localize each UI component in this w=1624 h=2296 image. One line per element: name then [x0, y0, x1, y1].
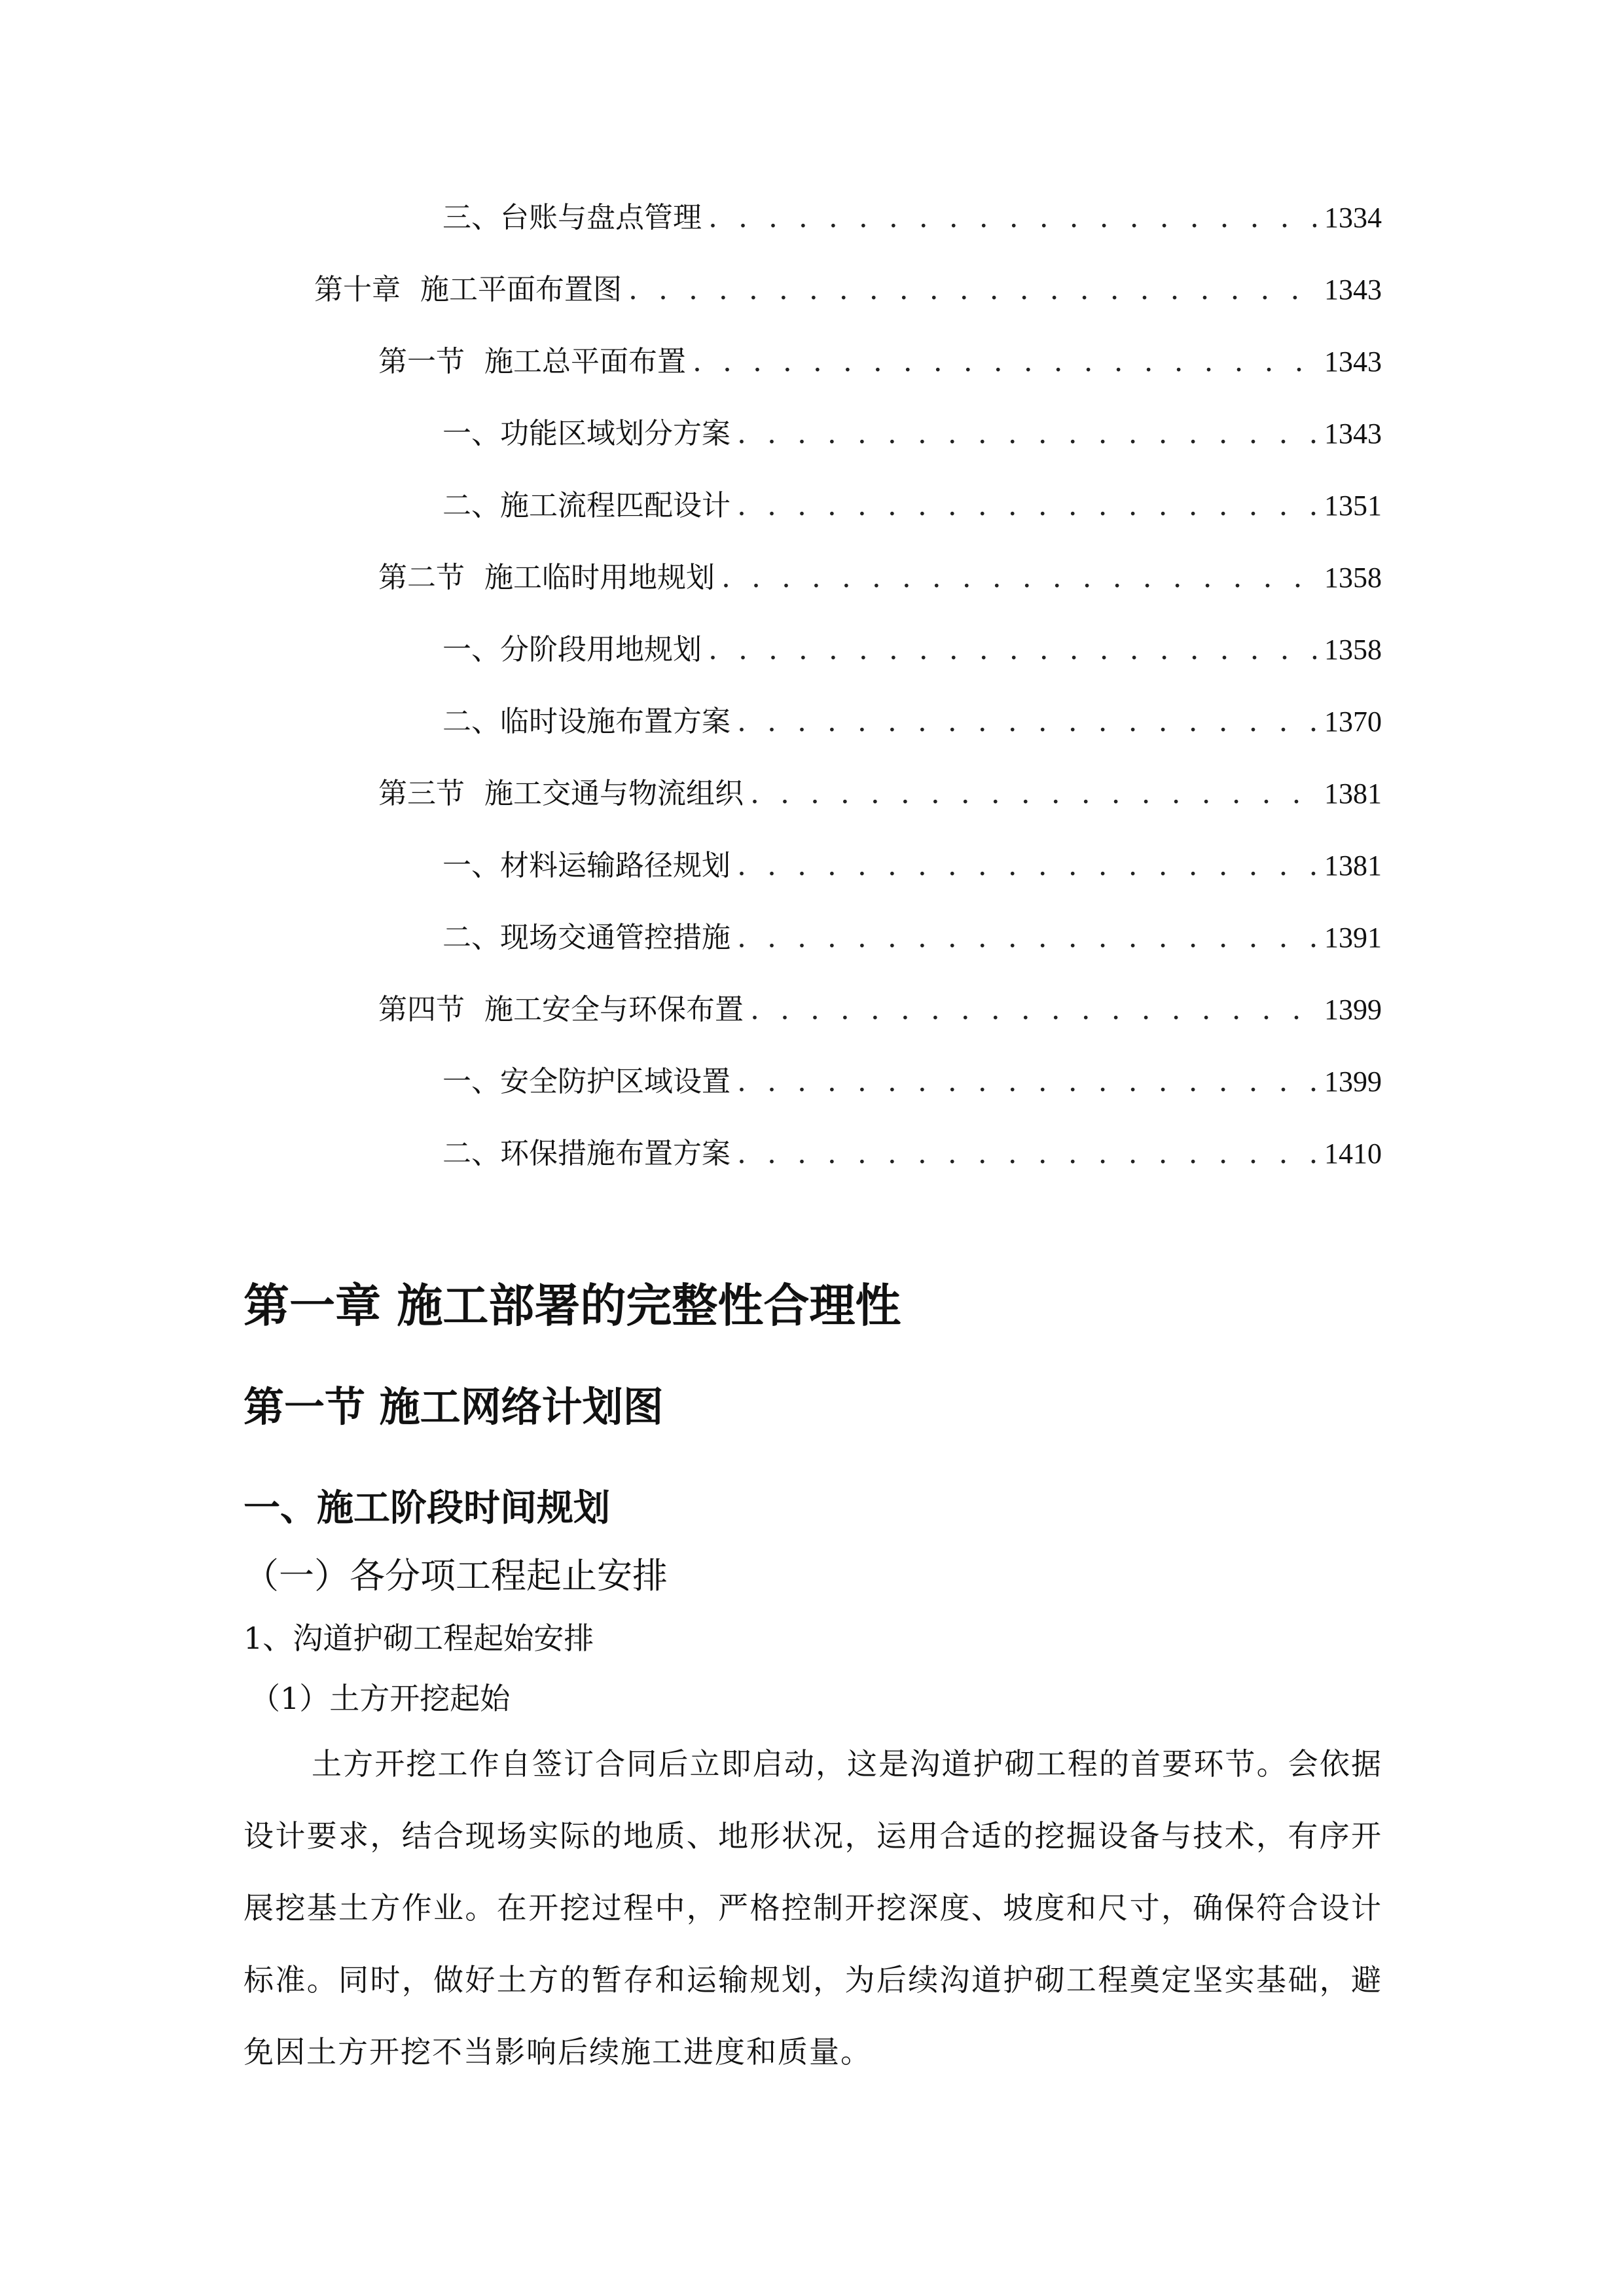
toc-dot-leader — [737, 843, 1316, 889]
toc-entry-title: 临时设施布置方案 — [500, 705, 731, 738]
toc-entry[interactable] — [442, 843, 1382, 889]
toc-entry-number: 一、 — [442, 633, 500, 666]
toc-page-number: 1334 — [1324, 202, 1382, 234]
toc-entry-number: 二、 — [442, 489, 500, 522]
toc-dot-leader — [737, 483, 1316, 529]
toc-page-number: 1399 — [1324, 1066, 1382, 1098]
toc-entry-title: 环保措施布置方案 — [500, 1137, 731, 1170]
toc-entry-title: 台账与盘点管理 — [500, 201, 702, 234]
toc-page-number: 1343 — [1324, 274, 1382, 306]
toc-entry[interactable] — [442, 411, 1382, 457]
toc-page-number: 1358 — [1324, 634, 1382, 666]
toc-entry-number: 一、 — [442, 849, 500, 882]
toc-entry-number: 三、 — [442, 201, 500, 234]
toc-entry-title: 分阶段用地规划 — [500, 633, 702, 666]
toc-page-number: 1399 — [1324, 994, 1382, 1026]
toc-dot-leader — [708, 627, 1316, 673]
toc-entry[interactable] — [442, 627, 1382, 673]
toc-entry[interactable] — [378, 987, 1382, 1033]
toc-entry[interactable] — [314, 267, 1382, 313]
toc-entry-number: 一、 — [442, 1065, 500, 1098]
toc-entry-number: 第十章 — [314, 273, 401, 306]
toc-entry[interactable] — [442, 195, 1382, 241]
toc-dot-leader — [628, 267, 1316, 313]
toc-dot-leader — [737, 1059, 1316, 1105]
toc-dot-leader — [721, 555, 1316, 601]
toc-entry-title: 现场交通管控措施 — [500, 921, 731, 954]
toc-entry[interactable] — [442, 1059, 1382, 1105]
toc-entry-title: 材料运输路径规划 — [500, 849, 731, 882]
toc-entry-title: 施工交通与物流组织 — [484, 777, 744, 810]
toc-dot-leader — [737, 915, 1316, 961]
toc-page-number: 1381 — [1324, 850, 1382, 882]
toc-page-number: 1343 — [1324, 418, 1382, 450]
toc-page-number: 1351 — [1324, 490, 1382, 522]
toc-entry-title: 施工临时用地规划 — [484, 561, 715, 594]
toc-entry-number: 一、 — [442, 417, 500, 450]
toc-page-number: 1410 — [1324, 1138, 1382, 1170]
subsection-heading: 一、施工阶段时间规划 — [244, 1487, 610, 1530]
toc-entry-number: 第二节 — [378, 561, 465, 594]
toc-dot-leader — [693, 339, 1316, 385]
toc-entry-title: 功能区域划分方案 — [500, 417, 731, 450]
toc-entry-title: 安全防护区域设置 — [500, 1065, 731, 1098]
toc-dot-leader — [737, 411, 1316, 457]
toc-entry-number: 第四节 — [378, 993, 465, 1026]
toc-page-number: 1381 — [1324, 778, 1382, 810]
toc-page-number: 1358 — [1324, 562, 1382, 594]
toc-entry[interactable] — [442, 483, 1382, 529]
toc-entry-number: 二、 — [442, 921, 500, 954]
toc-entry[interactable] — [442, 915, 1382, 961]
toc-dot-leader — [737, 699, 1316, 745]
toc-entry[interactable] — [378, 771, 1382, 817]
sub-item-heading: （1）土方开挖起始 — [250, 1681, 511, 1716]
body-paragraph: 土方开挖工作自签订合同后立即启动，这是沟道护砌工程的首要环节。会依据设计要求，结合现场实际的地质、地形状况，运用合适的挖掘设备与技术，有序开展挖基土方作业。在开挖过程中，严格控制开挖深度、坡度和尺寸，确保符合设计标准。同时，做好土方的暂存和运输规划，为后续沟道护砌工程奠定坚实基础，避免因土方开挖不当影响后续施工进度和质量。 — [244, 1746, 1382, 2070]
toc-dot-leader — [750, 987, 1316, 1033]
toc-entry[interactable] — [378, 555, 1382, 601]
toc-page-number: 1370 — [1324, 706, 1382, 738]
toc-page-number: 1343 — [1324, 346, 1382, 378]
section-heading: 第一节 施工网络计划图 — [244, 1383, 664, 1431]
toc-entry-title: 施工流程匹配设计 — [500, 489, 731, 522]
toc-entry-title: 施工平面布置图 — [420, 273, 622, 306]
toc-entry-number: 二、 — [442, 705, 500, 738]
toc-dot-leader — [737, 1131, 1316, 1177]
toc-dot-leader — [750, 771, 1316, 817]
chapter-heading: 第一章 施工部署的完整性合理性 — [244, 1279, 901, 1333]
toc-entry[interactable] — [378, 339, 1382, 385]
toc-dot-leader — [708, 195, 1316, 241]
toc-entry-number: 第三节 — [378, 777, 465, 810]
toc-entry-number: 二、 — [442, 1137, 500, 1170]
toc-entry-title: 施工总平面布置 — [484, 345, 686, 378]
toc-page-number: 1391 — [1324, 922, 1382, 954]
item-heading: 1、沟道护砌工程起始安排 — [244, 1621, 594, 1656]
toc-entry-title: 施工安全与环保布置 — [484, 993, 744, 1026]
toc-entry-number: 第一节 — [378, 345, 465, 378]
toc-entry[interactable] — [442, 699, 1382, 745]
toc-entry[interactable] — [442, 1131, 1382, 1177]
sub-heading: （一）各分项工程起止安排 — [244, 1555, 668, 1596]
